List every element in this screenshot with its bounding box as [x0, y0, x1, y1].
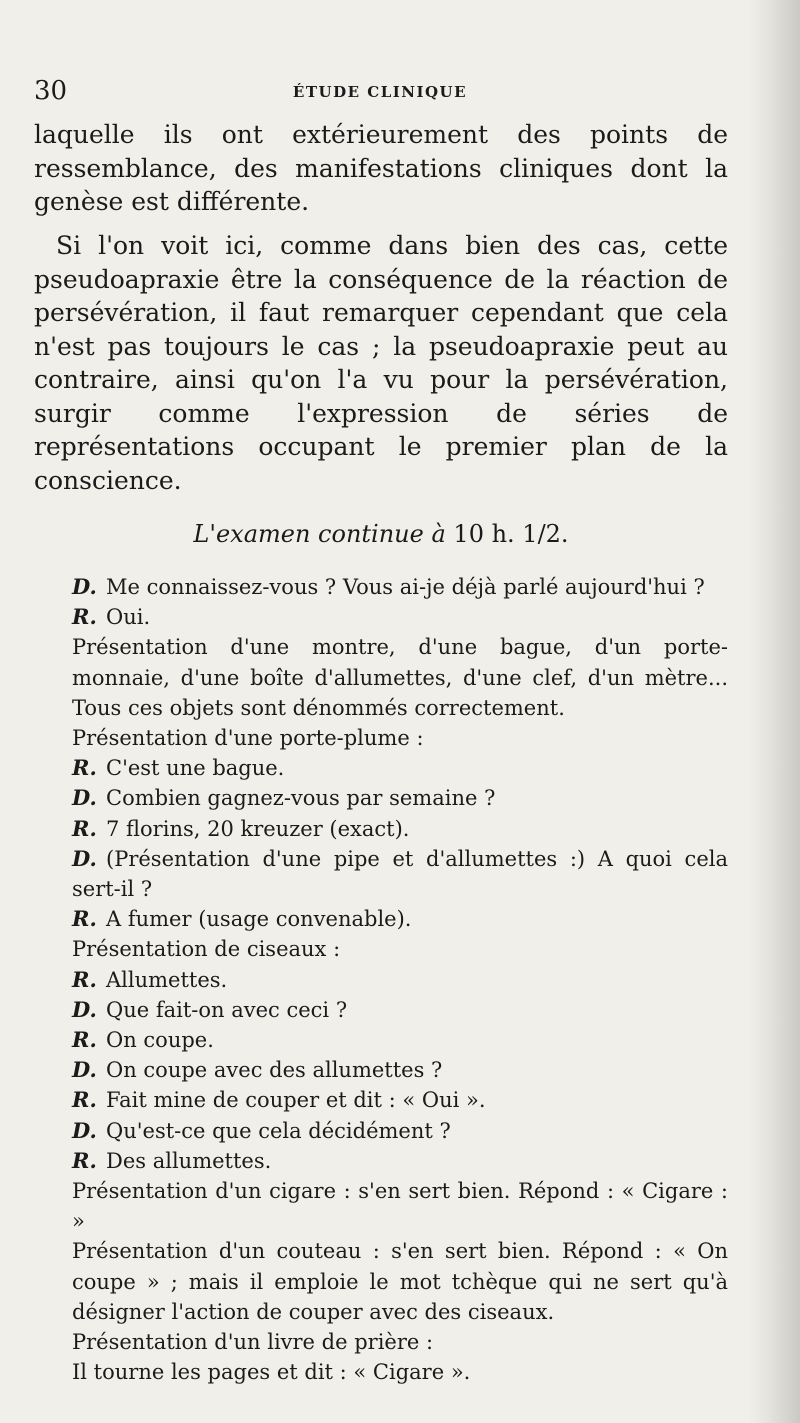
dialogue-line	[34, 934, 728, 964]
page-edge-shadow	[748, 0, 800, 1423]
dialogue-line	[34, 1327, 728, 1357]
paragraph-1: laquelle ils ont extérieurement des points de ressemblance, des manifestations cliniques dont la genèse est différente.	[34, 120, 728, 216]
dialogue-line	[34, 753, 728, 783]
dialogue-text: Fait mine de couper et dit : « Oui ».	[106, 1088, 486, 1113]
page-header	[34, 76, 726, 106]
dialogue-text: Allumettes.	[106, 967, 228, 992]
dialogue-text: Il tourne les pages et dit : « Cigare ».	[72, 1360, 471, 1385]
speaker-label: D.	[72, 574, 97, 599]
section-title-time: 10 h. 1/2.	[453, 520, 569, 548]
dialogue-text: Que fait-on avec ceci ?	[106, 997, 348, 1022]
second-paragraph	[34, 229, 728, 497]
dialogue-text: Présentation d'un cigare : s'en sert bien. Répond : « Cigare : »	[72, 1179, 728, 1234]
dialogue-text: Qu'est-ce que cela décidément ?	[106, 1118, 451, 1143]
speaker-label: R.	[72, 815, 97, 841]
dialogue-text: A fumer (usage convenable).	[106, 907, 412, 932]
speaker-label: D.	[72, 1117, 97, 1143]
dialogue-text: Me connaissez-vous ? Vous ai-je déjà parlé aujourd'hui ?	[106, 575, 705, 599]
dialogue-line	[34, 1357, 728, 1387]
speaker-label: R.	[72, 755, 97, 781]
dialogue-line	[34, 602, 728, 632]
paragraph-2	[34, 229, 728, 497]
dialogue-line	[34, 632, 728, 723]
dialogue-line	[34, 1025, 728, 1055]
dialogue-line	[34, 572, 728, 602]
dialogue-text: Présentation d'un livre de prière :	[72, 1330, 434, 1355]
dialogue-line	[34, 783, 728, 813]
dialogue-text: Présentation de ciseaux :	[72, 937, 341, 962]
dialogue-text: C'est une bague.	[106, 756, 285, 781]
dialogue-text: On coupe.	[106, 1028, 214, 1053]
dialogue-line	[34, 1236, 728, 1327]
dialogue-line	[34, 1116, 728, 1146]
dialogue-line	[34, 1055, 728, 1085]
dialogue-line	[34, 723, 728, 753]
dialogue-line	[34, 1146, 728, 1176]
dialogue-text: (Présentation d'une pipe et d'allumettes :) A quoi cela sert-il ?	[72, 846, 728, 902]
dialogue-line	[34, 995, 728, 1025]
dialogue-text: 7 florins, 20 kreuzer (exact).	[106, 816, 410, 841]
dialogue-text: Présentation d'une porte-plume :	[72, 726, 424, 751]
speaker-label: R.	[72, 966, 97, 992]
dialogue-list	[34, 572, 728, 1387]
speaker-label: R.	[72, 1147, 97, 1173]
page-number: 30	[34, 76, 68, 106]
speaker-label: R.	[72, 1027, 97, 1053]
running-title: ÉTUDE CLINIQUE	[292, 83, 468, 101]
dialogue-text: Des allumettes.	[106, 1148, 272, 1173]
intro-paragraph	[34, 118, 728, 219]
speaker-label: D.	[72, 785, 97, 811]
dialogue-text: Présentation d'un couteau : s'en sert bien. Répond : « On coupe » ; mais il emploie le mot tchèque qui ne sert qu'à désigner l'action de couper avec des ciseaux.	[72, 1239, 728, 1324]
speaker-label: R.	[72, 906, 97, 932]
dialogue-line	[34, 814, 728, 844]
dialogue-line	[34, 1085, 728, 1115]
speaker-label: D.	[72, 845, 97, 871]
speaker-label: D.	[72, 996, 97, 1022]
paragraph-2-text: Si l'on voit ici, comme dans bien des cas, cette pseudoapraxie être la conséquence de la réaction de persévération, il faut remarquer cependant que cela n'est pas toujours le cas ; la pseudoapraxie peut au contraire, ainsi qu'on l'a vu pour la persévération, surgir comme l'expression de séries de représentations occupant le premier plan de la conscience.	[34, 231, 728, 495]
dialogue-text: Combien gagnez-vous par semaine ?	[106, 786, 496, 811]
speaker-label: R.	[72, 604, 97, 630]
dialogue-text: On coupe avec des allumettes ?	[106, 1058, 443, 1083]
dialogue-text: Oui.	[106, 605, 151, 630]
speaker-label: R.	[72, 1087, 97, 1113]
dialogue-line	[34, 844, 728, 904]
dialogue-text: Présentation d'une montre, d'une bague, d'un porte-monnaie, d'une boîte d'allumettes, d'une clef, d'un mètre... Tous ces objets sont dénommés correctement.	[72, 635, 728, 720]
speaker-label: D.	[72, 1057, 97, 1083]
dialogue-line	[34, 965, 728, 995]
dialogue-line	[34, 1176, 728, 1236]
dialogue-line	[34, 904, 728, 934]
section-title-italic: L'examen continue à	[193, 520, 446, 548]
section-title	[34, 520, 728, 548]
